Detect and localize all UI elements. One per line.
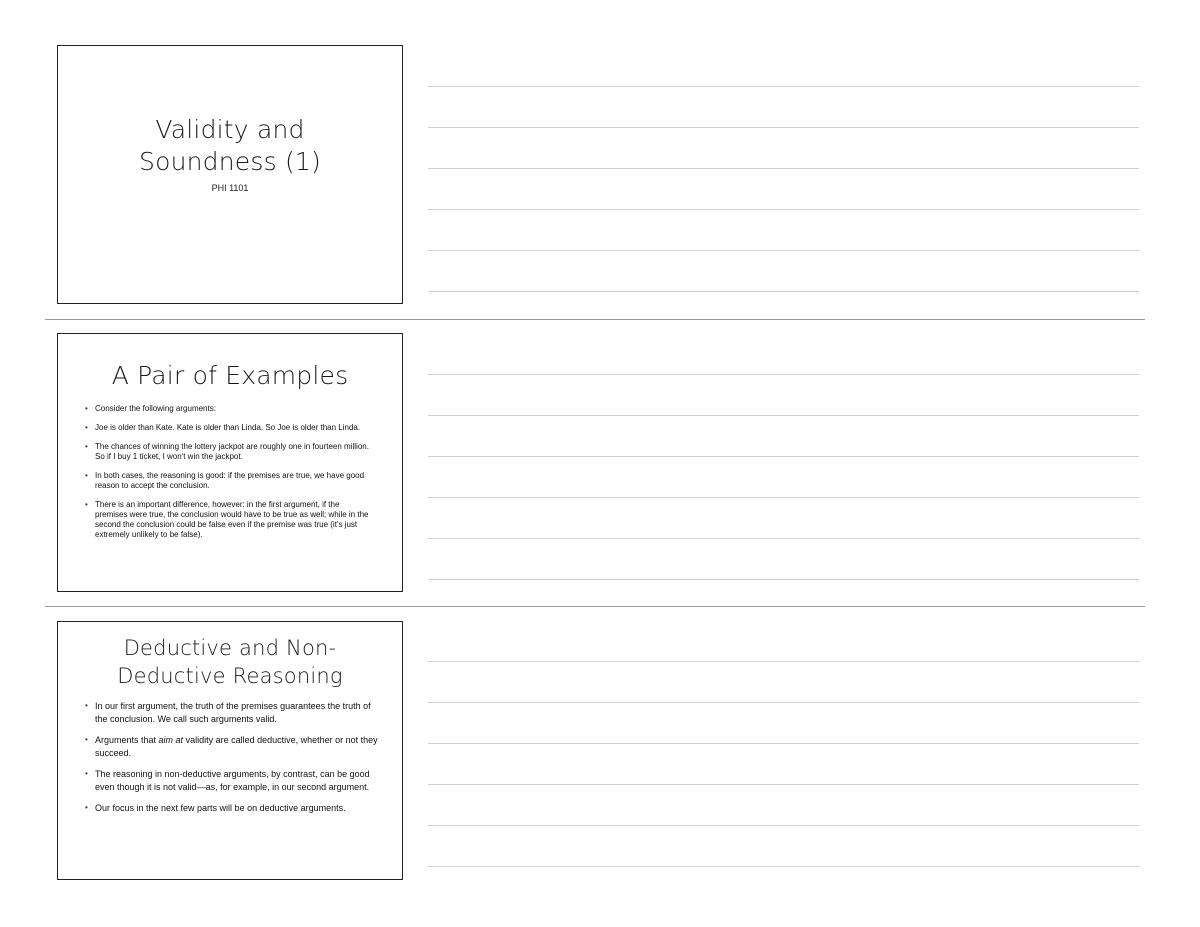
note-line (428, 579, 1139, 580)
note-line (428, 168, 1139, 169)
slide-title (58, 114, 402, 178)
note-line (428, 127, 1139, 128)
section-divider (45, 319, 1145, 320)
slide-title-line-1: A Pair of Examples (111, 361, 349, 390)
note-line (428, 497, 1139, 498)
note-line (428, 291, 1139, 292)
bullet-item: • The chances of winning the lottery jackpot are roughly one in fourteen million. So if I buy 1 ticket, I won't win the jackpot. (84, 442, 374, 462)
note-line (428, 661, 1139, 662)
section-divider (45, 606, 1145, 607)
slide-title-line-1: Deductive and Non- (123, 636, 337, 660)
bullet-item: • There is an important difference, however: in the first argument, if the premises were true, the conclusion would have to be true as well; while in the second the conclusion could be false even if the premise was true (it's just extremely unlikely to be false). (84, 500, 374, 540)
bullet-list (84, 404, 374, 540)
bullet-item: • Our focus in the next few parts will be on deductive arguments. (84, 802, 378, 815)
bullet-item: • In both cases, the reasoning is good: if the premises are true, we have good reason to accept the conclusion. (84, 471, 374, 491)
slide-title-line-2: Deductive Reasoning (117, 664, 343, 688)
note-line (428, 250, 1139, 251)
slide-title (58, 361, 402, 391)
note-line (428, 456, 1139, 457)
note-line (428, 538, 1139, 539)
bullet-item: • Arguments that aim at validity are called deductive, whether or not they succeed. (84, 734, 378, 759)
bullet-list (84, 700, 378, 815)
note-line (428, 784, 1139, 785)
note-line (428, 866, 1139, 867)
note-line (428, 86, 1139, 87)
bullet-item: • Consider the following arguments: (84, 404, 374, 414)
note-line (428, 702, 1139, 703)
note-line (428, 415, 1139, 416)
note-line (428, 743, 1139, 744)
slide-title-line-2: Soundness (1) (139, 147, 321, 176)
note-line (428, 209, 1139, 210)
note-line (428, 374, 1139, 375)
slide-1 (57, 45, 403, 304)
bullet-item: • The reasoning in non-deductive arguments, by contrast, can be good even though it is not valid—as, for example, in our second argument. (84, 768, 378, 793)
slide-subtitle: PHI 1101 (211, 183, 249, 193)
slide-2 (57, 333, 403, 592)
slide-title-line-1: Validity and (155, 115, 305, 144)
bullet-item: • Joe is older than Kate. Kate is older than Linda. So Joe is older than Linda. (84, 423, 374, 433)
slide-3 (57, 621, 403, 880)
slide-title (58, 634, 402, 690)
note-line (428, 825, 1139, 826)
bullet-item: • In our first argument, the truth of the premises guarantees the truth of the conclusion. We call such arguments valid. (84, 700, 378, 725)
emphasis-text: aim at (158, 735, 184, 745)
